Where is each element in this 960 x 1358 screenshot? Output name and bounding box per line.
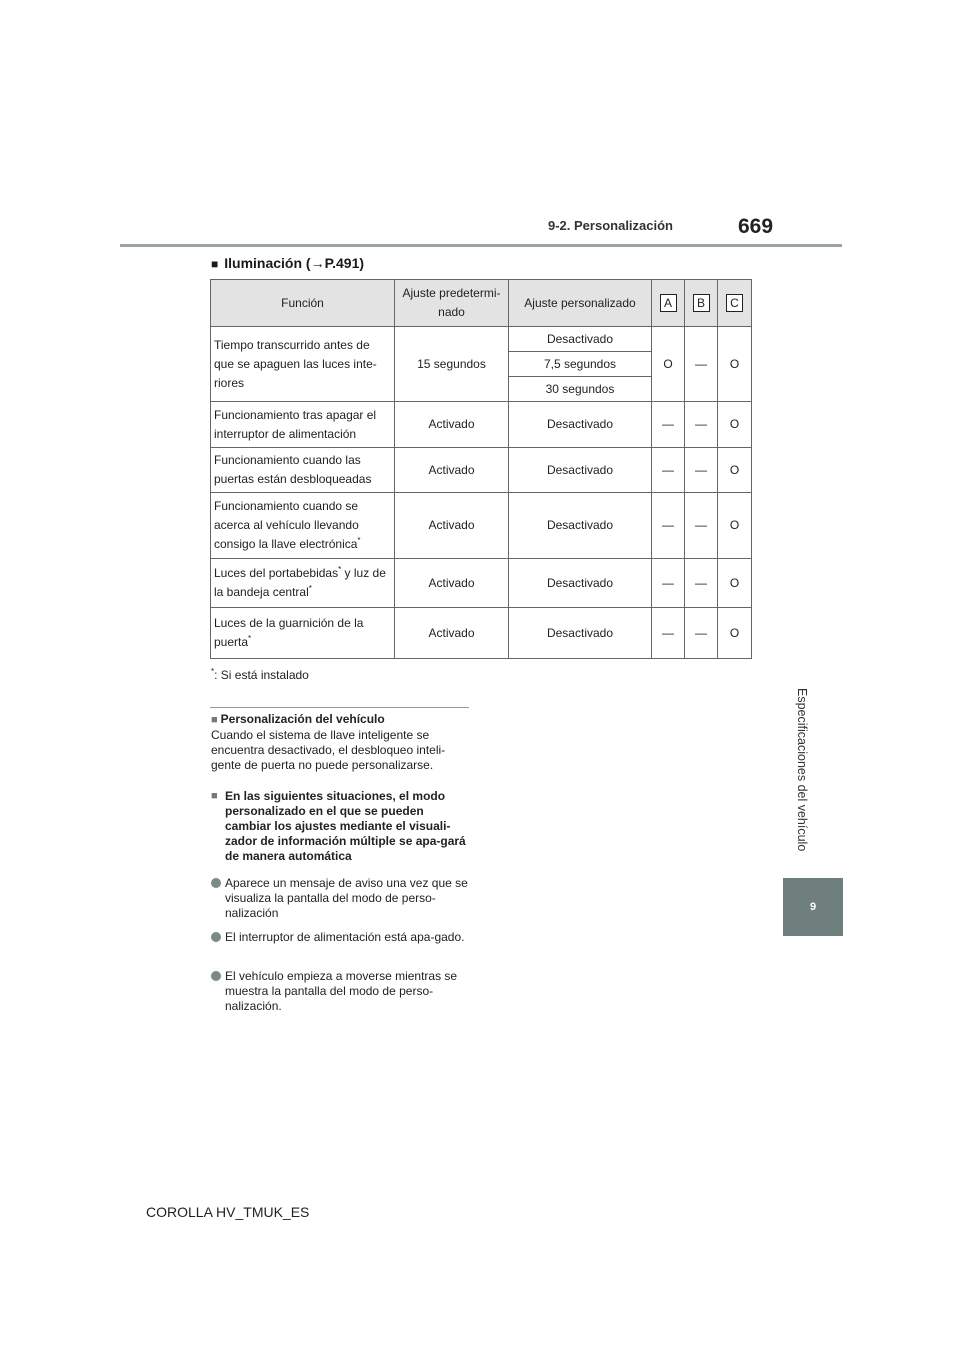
- header-a-box: A: [660, 294, 677, 312]
- row1-custom1: Desactivado: [509, 327, 652, 352]
- header-c-box: C: [726, 294, 743, 312]
- row4-default: Activado: [395, 493, 509, 559]
- bullet-text: El vehículo empieza a moverse mientras se muestra la pantalla del modo de perso-nalización.: [225, 969, 458, 1013]
- header-b: [685, 280, 718, 327]
- settings-table: [210, 279, 752, 659]
- row4-b: —: [685, 493, 718, 559]
- table-row: [211, 327, 752, 352]
- table-row: [211, 608, 752, 659]
- row1-default: 15 segundos: [395, 327, 509, 402]
- note-auto-off-heading: [211, 789, 473, 864]
- row2-b: —: [685, 402, 718, 448]
- row2-a: —: [652, 402, 685, 448]
- header-default: Ajuste predetermi-nado: [395, 280, 509, 327]
- header-b-box: B: [693, 294, 710, 312]
- row6-function: [211, 608, 395, 659]
- header-c: [718, 280, 752, 327]
- side-chapter-label: Especificaciones del vehículo: [795, 688, 809, 852]
- row3-a: —: [652, 448, 685, 493]
- row2-function: Funcionamiento tras apagar el interruptor de alimentación: [211, 402, 395, 448]
- bullet-text: El interruptor de alimentación está apa-gado.: [225, 930, 465, 944]
- note-auto-off: [211, 789, 473, 864]
- chapter-tab: 9: [783, 878, 843, 936]
- row6-a: —: [652, 608, 685, 659]
- row3-custom: Desactivado: [509, 448, 652, 493]
- note-personalization-heading: [211, 712, 473, 728]
- row6-custom: Desactivado: [509, 608, 652, 659]
- list-item: [211, 930, 473, 945]
- row4-a: —: [652, 493, 685, 559]
- row6-c: O: [718, 608, 752, 659]
- table-row: [211, 493, 752, 559]
- table-header-row: [211, 280, 752, 327]
- asterisk-mark: *: [338, 565, 342, 574]
- row5-custom: Desactivado: [509, 559, 652, 608]
- footnote-rule: [210, 707, 469, 708]
- row3-b: —: [685, 448, 718, 493]
- header-a: [652, 280, 685, 327]
- square-bullet-icon: ■: [211, 790, 218, 802]
- row6-function-text: Luces de la guarnición de la puerta: [214, 616, 364, 649]
- asterisk-mark: *: [308, 584, 312, 593]
- row4-function: [211, 493, 395, 559]
- table-row: [211, 448, 752, 493]
- note-auto-off-title: En las siguientes situaciones, el modo personalizado en el que se pueden cambiar los ajustes mediante el visuali-zador de información múltiple se apa-gará de manera automática: [225, 789, 466, 863]
- bullet-dot-icon: [211, 878, 221, 888]
- header-function: Función: [211, 280, 395, 327]
- row1-a: O: [652, 327, 685, 402]
- list-item: [211, 969, 473, 1014]
- asterisk-mark: *: [248, 634, 252, 643]
- row3-c: O: [718, 448, 752, 493]
- row1-c: O: [718, 327, 752, 402]
- header-section-title: 9-2. Personalización: [548, 218, 673, 233]
- row1-custom3: 30 segundos: [509, 377, 652, 402]
- row6-b: —: [685, 608, 718, 659]
- page-number: 669: [738, 215, 774, 238]
- note-personalization-body: Cuando el sistema de llave inteligente se encuentra desactivado, el desbloqueo inteli-gente de puerta no puede personalizarse.: [211, 728, 446, 772]
- section-title: [211, 255, 364, 271]
- row2-c: O: [718, 402, 752, 448]
- row3-default: Activado: [395, 448, 509, 493]
- row2-custom: Desactivado: [509, 402, 652, 448]
- row5-c: O: [718, 559, 752, 608]
- section-title-text: Iluminación (→P.491): [224, 255, 365, 271]
- header-custom: Ajuste personalizado: [509, 280, 652, 327]
- row5-a: —: [652, 559, 685, 608]
- bullet-dot-icon: [211, 971, 221, 981]
- footnote: [211, 668, 309, 682]
- note-personalization: [211, 712, 473, 773]
- row1-custom2: 7,5 segundos: [509, 352, 652, 377]
- row2-default: Activado: [395, 402, 509, 448]
- footnote-mark: *: [211, 667, 215, 676]
- table-row: [211, 559, 752, 608]
- list-item: [211, 876, 473, 921]
- bullet-dot-icon: [211, 932, 221, 942]
- row5-function: [211, 559, 395, 608]
- asterisk-mark: *: [357, 536, 361, 545]
- header-rule: [120, 244, 842, 247]
- square-bullet-icon: ■: [211, 714, 218, 726]
- row3-function: Funcionamiento cuando las puertas están desbloqueadas: [211, 448, 395, 493]
- row5-function-part2: y luz de la bandeja central: [214, 566, 386, 599]
- footnote-text: : Si está instalado: [214, 668, 309, 682]
- square-bullet-icon: ■: [211, 257, 219, 271]
- row5-default: Activado: [395, 559, 509, 608]
- bullet-text: Aparece un mensaje de aviso una vez que se visualiza la pantalla del modo de perso-nalización: [225, 876, 468, 920]
- row4-function-text: Funcionamiento cuando se acerca al vehículo llevando consigo la llave electrónica: [214, 499, 359, 551]
- footer-model-code: COROLLA HV_TMUK_ES: [146, 1204, 310, 1220]
- table-row: [211, 402, 752, 448]
- row5-function-part1: Luces del portabebidas: [214, 566, 339, 580]
- row5-b: —: [685, 559, 718, 608]
- row1-b: —: [685, 327, 718, 402]
- row4-c: O: [718, 493, 752, 559]
- row1-function: Tiempo transcurrido antes de que se apaguen las luces inte-riores: [211, 327, 395, 402]
- row6-default: Activado: [395, 608, 509, 659]
- note-personalization-title: Personalización del vehículo: [220, 712, 385, 726]
- row4-custom: Desactivado: [509, 493, 652, 559]
